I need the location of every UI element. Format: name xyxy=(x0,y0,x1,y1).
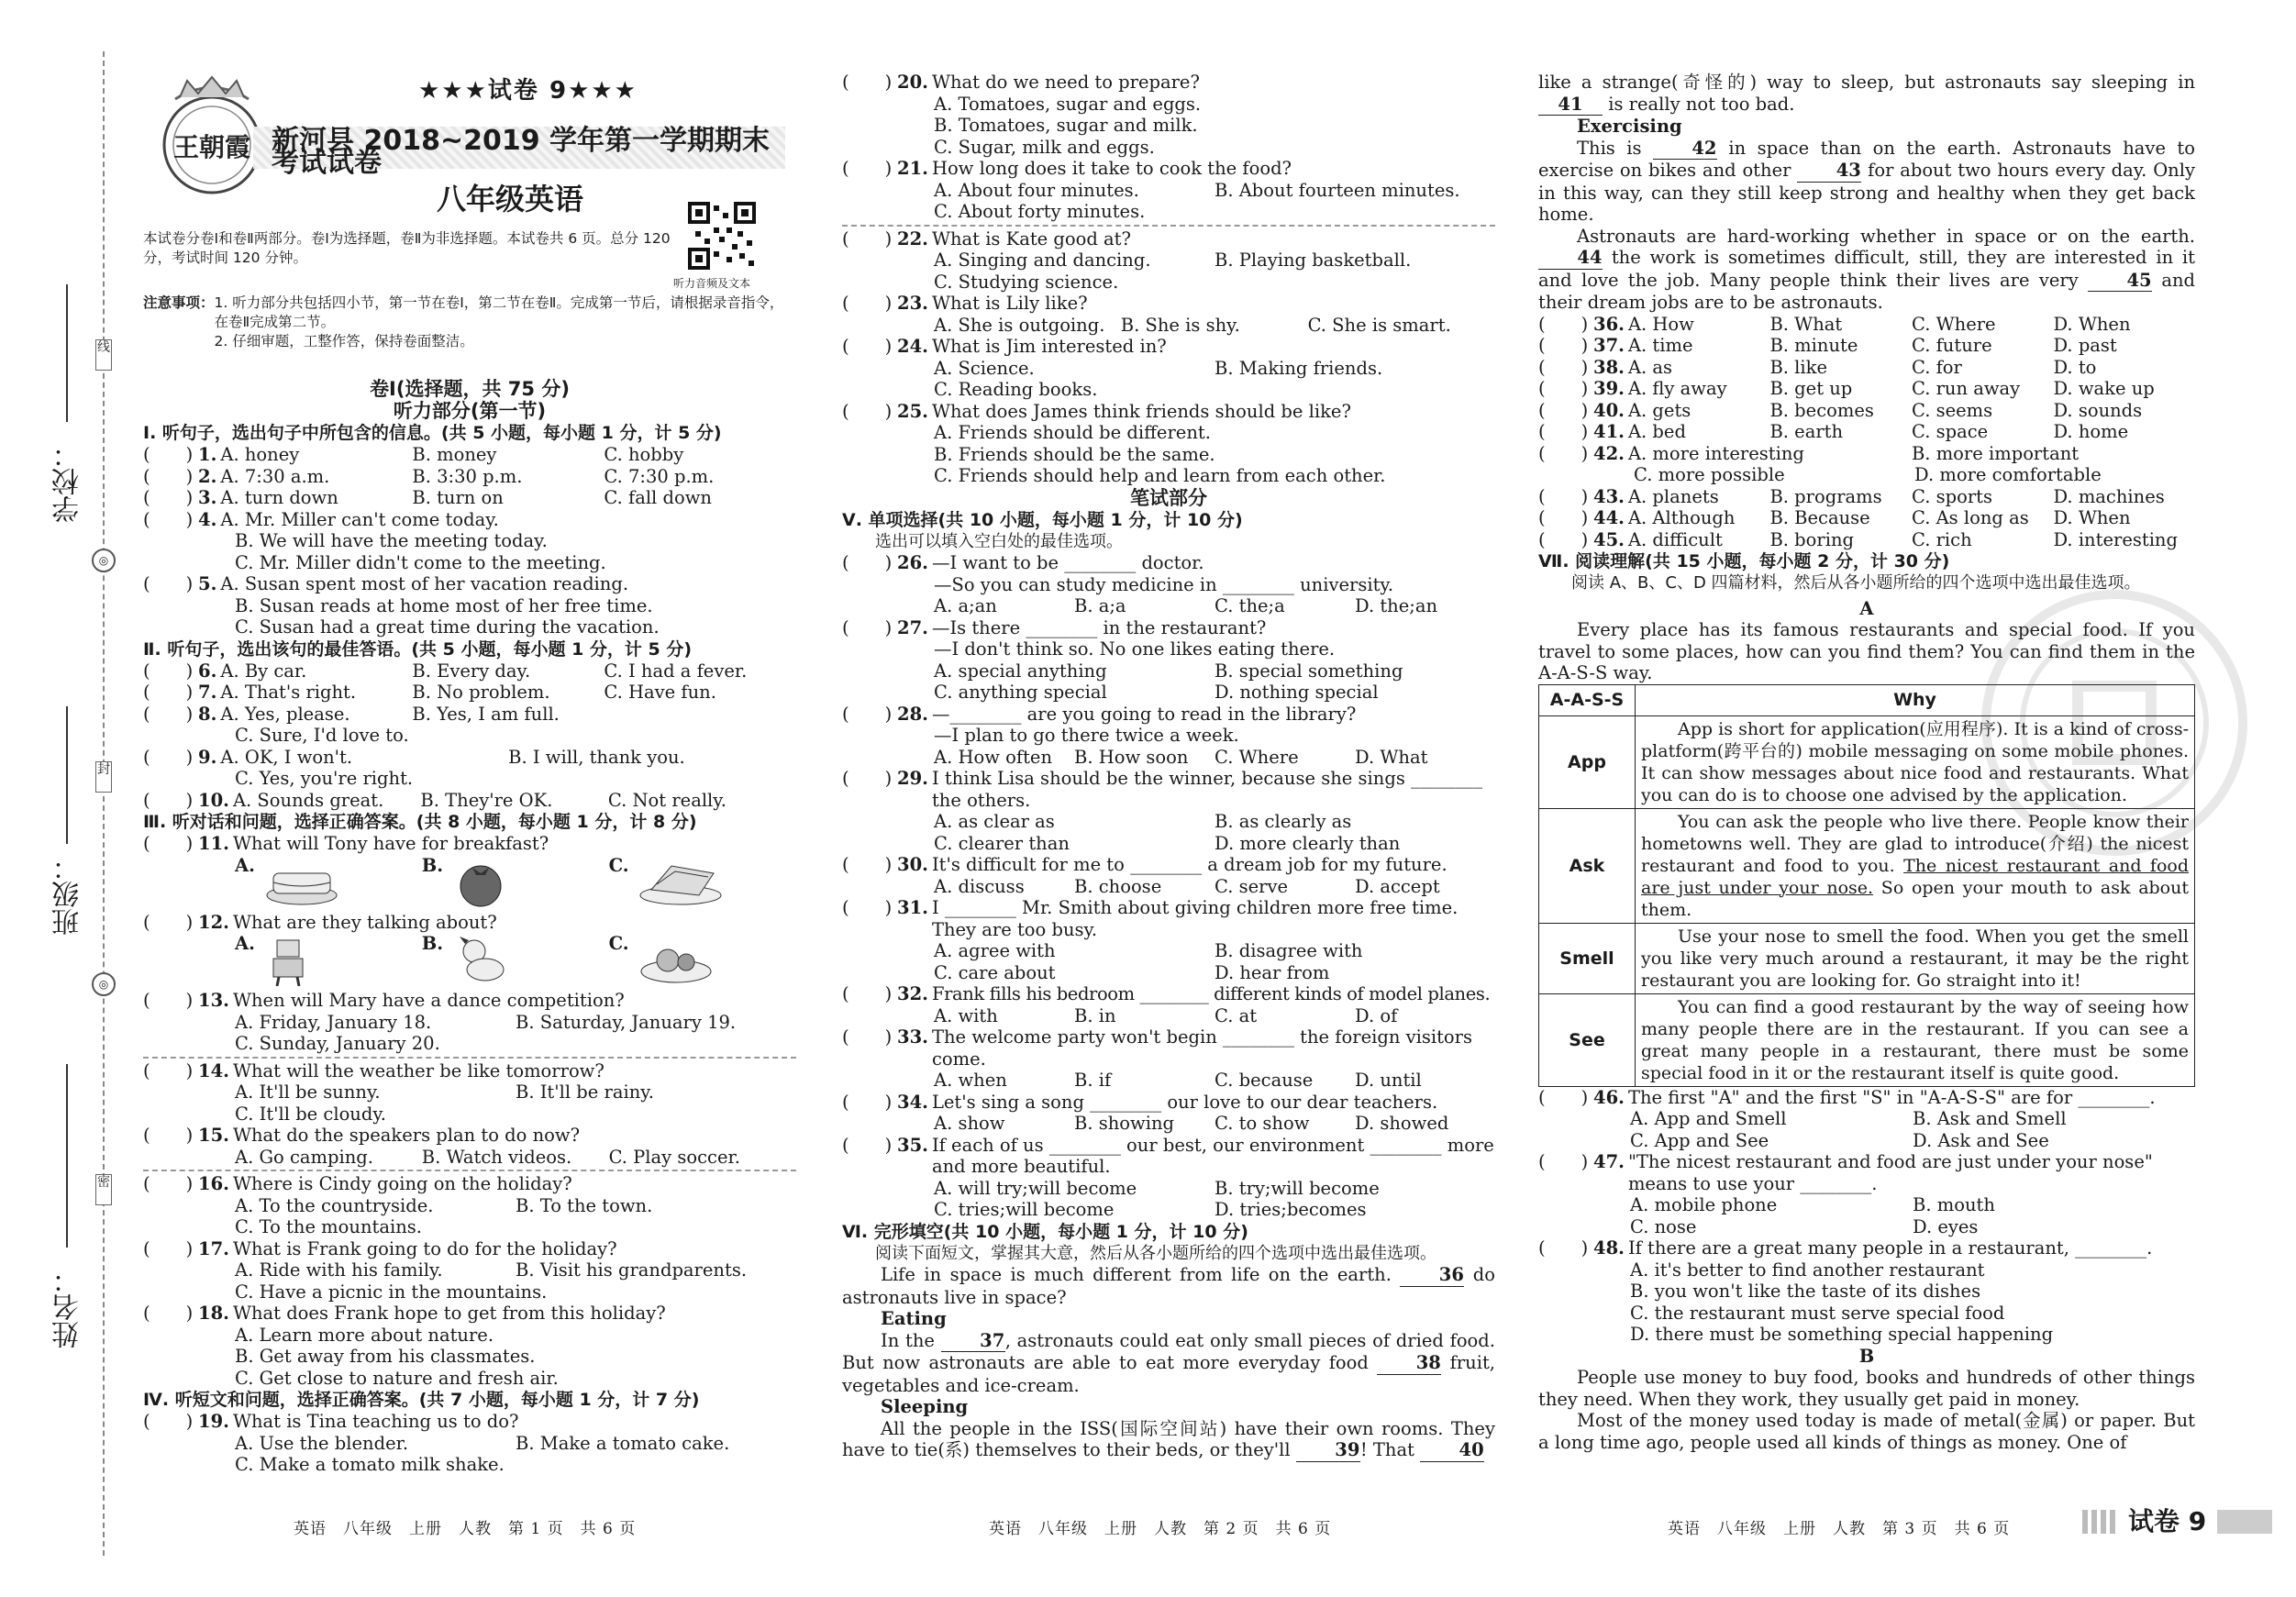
tag-decoration xyxy=(2082,1510,2119,1534)
option[interactable]: A. will try;will become xyxy=(934,1177,1137,1199)
option[interactable]: A. About four minutes. xyxy=(934,179,1139,201)
section-instruction: 选出可以填入空白处的最佳选项。 xyxy=(875,531,1123,551)
cut-line xyxy=(103,51,105,1556)
option[interactable]: D. eyes xyxy=(1913,1215,1979,1237)
question-row[interactable]: ( ) 46. The first "A" and the first "S" in "A-A-S-S" are for ________. xyxy=(1538,1086,2156,1108)
question-row[interactable]: ( ) 10. A. Sounds great. B. They're OK. C. Not really. xyxy=(143,789,727,811)
logo-text: 王朝霞 xyxy=(172,132,251,162)
name-label: 姓名： xyxy=(52,1266,84,1348)
binding-strip xyxy=(0,0,138,1597)
option[interactable]: D. nothing special xyxy=(1215,682,1379,703)
question-row[interactable]: ( ) 39. A. fly away B. get up C. run away D. wake up xyxy=(1538,378,2155,399)
notice-item: 2. 仔细审题，工整作答，保持卷面整洁。 xyxy=(214,333,474,349)
class-field[interactable] xyxy=(66,706,68,844)
option[interactable]: A. Ride with his family. xyxy=(235,1259,443,1281)
question-row[interactable]: ( ) 22. What is Kate good at? xyxy=(842,227,1131,250)
option[interactable]: A. show xyxy=(934,1113,1005,1134)
paper-tag-label: 试卷 9 xyxy=(2128,1506,2207,1537)
option[interactable]: C. because xyxy=(1215,1070,1314,1091)
option[interactable]: B. Saturday, January 19. xyxy=(516,1011,737,1033)
option[interactable]: C. Where xyxy=(1215,746,1299,768)
section-heading: Ⅲ. 听对话和问题，选择正确答案。(共 8 小题，每小题 1 分，计 8 分) xyxy=(143,812,697,832)
option[interactable]: A. She is outgoing. xyxy=(934,314,1105,336)
question-row[interactable]: ( ) 47. "The nicest restaurant and food are just under your nose" means to use your ________. xyxy=(1538,1151,2153,1194)
fold-line xyxy=(143,1057,796,1059)
exam-title: 新河县 2018~2019 学年第一学期期末考试试卷 xyxy=(272,125,771,179)
watermark-seal xyxy=(1977,585,2252,860)
option[interactable]: C. clearer than xyxy=(934,832,1070,854)
option[interactable]: A. discuss xyxy=(934,875,1025,897)
question-row[interactable]: ( ) 7. A. That's right. B. No problem. C. Have fun. xyxy=(143,682,716,703)
option[interactable]: D. tries;becomes xyxy=(1215,1199,1367,1220)
option[interactable]: C. nose xyxy=(1630,1215,1697,1237)
column-1 xyxy=(143,378,796,1476)
option[interactable]: D. showed xyxy=(1355,1113,1449,1134)
option[interactable]: B. Ask and Smell xyxy=(1913,1108,2067,1129)
passage-paragraph: Most of the money used today is made of metal(金属) or paper. But a long time ago, people used all kinds of things as money. One of xyxy=(1538,1410,2195,1453)
robot-icon xyxy=(261,933,316,986)
option[interactable]: B. in xyxy=(1074,1004,1116,1026)
question-row[interactable]: ( ) 28. —________ are you going to read in the library? xyxy=(842,703,1357,725)
option[interactable]: A. with xyxy=(934,1004,998,1026)
section-heading: Ⅶ. 阅读理解(共 15 小题，每小题 2 分，计 30 分) xyxy=(1538,551,1950,571)
subject-title: 八年级英语 xyxy=(437,182,584,216)
question-row[interactable]: ( ) 17. What is Frank going to do for the holiday? xyxy=(143,1237,617,1259)
blank-38[interactable]: 38 xyxy=(1377,1352,1441,1375)
question-row[interactable]: ( ) 14. What will the weather be like tomorrow? xyxy=(143,1059,605,1081)
option[interactable]: C. Friends should help and learn from each other. xyxy=(934,465,1386,486)
option[interactable]: A. Learn more about nature. xyxy=(235,1324,494,1346)
option[interactable]: B. disagree with xyxy=(1215,940,1363,961)
option[interactable]: B. Friends should be the same. xyxy=(934,443,1215,465)
question-row[interactable]: ( ) 41. A. bed B. earth C. space D. home xyxy=(1538,421,2129,442)
question-row[interactable]: ( ) 19. What is Tina teaching us to do? xyxy=(143,1411,519,1432)
food-plate-icon xyxy=(635,933,717,986)
bread-icon xyxy=(635,855,727,908)
question-row[interactable]: ( ) 37. A. time B. minute C. future D. past xyxy=(1538,335,2117,356)
question-row[interactable]: ( ) 23. What is Lily like? xyxy=(842,293,1088,314)
option[interactable]: B. It'll be rainy. xyxy=(516,1081,654,1103)
question-row[interactable]: ( ) 32. Frank fills his bedroom ________ different kinds of model planes. xyxy=(842,983,1491,1004)
page-footer: 英语 八年级 上册 人教 第 3 页 共 6 页 xyxy=(1668,1520,2011,1538)
passage-label: B xyxy=(1858,1345,1875,1367)
picture-options xyxy=(143,855,796,912)
table-row: See You can find a good restaurant by the way of seeing how many people there are in the restaurant. If you can see a great many people in a restaurant, there must be some special food in it or the restaurant itself is quite good. xyxy=(1539,993,2195,1086)
school-label: 学校： xyxy=(52,440,84,523)
option[interactable]: B. About fourteen minutes. xyxy=(1215,179,1460,201)
option[interactable]: D. accept xyxy=(1355,875,1440,897)
question-row[interactable]: ( ) 9. A. OK, I won't. B. I will, thank you. xyxy=(143,746,685,768)
option-b[interactable]: B. xyxy=(422,933,609,990)
notice-block xyxy=(143,294,796,351)
page-footer: 英语 八年级 上册 人教 第 1 页 共 6 页 xyxy=(294,1520,637,1538)
option[interactable]: C. Make a tomato milk shake. xyxy=(235,1454,505,1475)
passage-paragraph: People use money to buy food, books and hundreds of other things they need. When they work, they usually get paid in money. xyxy=(1538,1367,2195,1410)
intro-text: 本试卷分卷Ⅰ和卷Ⅱ两部分。卷Ⅰ为选择题，卷Ⅱ为非选择题。本试卷共 6 页。总分 120 分，考试时间 120 分钟。 xyxy=(143,230,671,266)
option[interactable]: A. Friends should be different. xyxy=(934,422,1211,443)
question-row[interactable]: ( ) 38. A. as B. like C. for D. to xyxy=(1538,356,2097,378)
question-row[interactable]: ( ) 6. A. By car. B. Every day. C. I had a fever. xyxy=(143,660,748,682)
passage-paragraph: In the 37, astronauts could eat only small pieces of dried food. But now astronauts are able to eat more everyday food 38 fruit, vegetables and ice-cream. xyxy=(842,1329,1496,1396)
passage-paragraph: Life in space is much different from life on the earth. 36 do astronauts live in space? xyxy=(842,1264,1495,1308)
option[interactable]: B. Playing basketball. xyxy=(1215,250,1412,271)
question-row[interactable]: ( ) 3. A. turn down B. turn on C. fall down xyxy=(143,487,712,508)
option[interactable]: D. hear from xyxy=(1215,961,1330,983)
option[interactable]: B. How soon xyxy=(1074,746,1189,768)
question-row[interactable]: ( ) 27. —Is there ________ in the restaurant? xyxy=(842,616,1267,638)
option[interactable]: D. Ask and See xyxy=(1913,1129,2049,1151)
table-row: App App is short for application(应用程序). It is a kind of cross-platform(跨平台的) mobile messaging on some mobile phones. It can show messages about nice food and restaurants. What you can do is to choose one advised by the application. xyxy=(1539,715,2195,808)
table-header: Why xyxy=(1636,684,2195,715)
section-heading: Ⅱ. 听句子，选出该句的最佳答语。(共 5 小题，每小题 1 分，计 5 分) xyxy=(143,638,693,660)
qr-caption: 听力音频及文本 xyxy=(673,277,751,290)
option[interactable]: C. Reading books. xyxy=(934,379,1098,400)
question-row[interactable]: ( ) 18. What does Frank hope to get from this holiday? xyxy=(143,1303,666,1324)
section-instruction: 阅读下面短文，掌握其大意，然后从各小题所给的四个选项中选出最佳选项。 xyxy=(875,1243,1436,1263)
option[interactable]: A. mobile phone xyxy=(1630,1194,1778,1215)
question-row[interactable]: ( ) 25. What does James think friends should be like? xyxy=(842,400,1351,422)
paper-tag xyxy=(2082,1506,2272,1537)
option[interactable]: C. To the mountains. xyxy=(235,1216,422,1237)
notice-item: 1. 听力部分共包括四小节，第一节在卷Ⅰ，第二节在卷Ⅱ。完成第一节后，请根据录音指令，在卷Ⅱ完成第二节。 xyxy=(214,294,784,330)
seal-mark: 密 xyxy=(95,1174,112,1205)
qr-code-icon[interactable] xyxy=(686,200,758,272)
option[interactable]: C. Mr. Miller didn't come to the meeting. xyxy=(235,551,606,573)
option[interactable]: A. Use the blender. xyxy=(235,1432,409,1454)
option[interactable]: B. Making friends. xyxy=(1215,357,1383,379)
question-text: —I don't think so. No one likes eating there. xyxy=(934,638,1336,660)
option[interactable]: D. until xyxy=(1355,1070,1422,1091)
column-2 xyxy=(842,72,1495,1462)
question-row[interactable]: ( ) 11. What will Tony have for breakfast? xyxy=(143,833,549,854)
option-c[interactable]: C. xyxy=(609,855,796,912)
question-row[interactable]: ( ) 2. A. 7:30 a.m. B. 3:30 p.m. C. 7:30 p.m. xyxy=(143,465,715,487)
option[interactable]: B. showing xyxy=(1074,1113,1175,1134)
passage-label: A xyxy=(1859,597,1874,619)
passage-subheading: Exercising xyxy=(1577,116,1682,137)
question-row[interactable]: ( ) 12. What are they talking about? xyxy=(143,911,497,933)
section-instruction: 阅读 A、B、C、D 四篇材料，然后从各小题所给的四个选项中选出最佳选项。 xyxy=(1571,573,2141,593)
section-title: 笔试部分 xyxy=(1130,486,1207,509)
question-row[interactable]: ( ) 30. It's difficult for me to ________ a dream job for my future. xyxy=(842,854,1447,875)
name-field[interactable] xyxy=(66,1064,68,1248)
blank-44[interactable]: 44 xyxy=(1538,247,1603,270)
tomato-icon xyxy=(449,855,513,908)
passage-subheading: Eating xyxy=(881,1308,947,1329)
option[interactable]: D. the;an xyxy=(1355,595,1438,616)
blank-41[interactable]: 41 xyxy=(1538,94,1603,116)
option[interactable]: A. Singing and dancing. xyxy=(934,250,1151,271)
option[interactable]: C. the;a xyxy=(1215,595,1285,616)
option[interactable]: C. to show xyxy=(1215,1113,1310,1134)
option[interactable]: B. as clearly as xyxy=(1215,811,1352,832)
option[interactable]: B. mouth xyxy=(1913,1194,1995,1215)
question-row[interactable]: ( ) 5. A. Susan spent most of her vacation reading. xyxy=(143,573,629,594)
option[interactable]: A. special anything xyxy=(934,660,1107,682)
option[interactable]: B. if xyxy=(1074,1070,1112,1091)
option[interactable]: B. She is shy. xyxy=(1120,314,1240,336)
question-row[interactable]: ( ) 33. The welcome party won't begin ________ the foreign visitors come. xyxy=(842,1026,1472,1070)
option[interactable]: A. Science. xyxy=(934,357,1035,379)
table-header: A-A-S-S xyxy=(1539,684,1636,715)
exam-header xyxy=(143,72,796,365)
blank-43[interactable]: 43 xyxy=(1797,160,1861,183)
option[interactable]: B. a;a xyxy=(1074,595,1126,616)
option[interactable]: C. Sure, I'd love to. xyxy=(235,725,409,746)
question-row[interactable]: ( ) 31. I ________ Mr. Smith about giving children more free time. They are too busy. xyxy=(842,897,1459,940)
question-row[interactable]: ( ) 45. A. difficult B. boring C. rich D. interesting xyxy=(1538,528,2178,550)
option[interactable]: A. Tomatoes, sugar and eggs. xyxy=(934,93,1202,115)
option[interactable]: C. more possible xyxy=(1634,464,1785,485)
option[interactable]: C. at xyxy=(1215,1004,1258,1026)
option[interactable]: D. more comfortable xyxy=(1914,464,2102,485)
question-row[interactable]: ( ) 35. If each of us ________ our best, our environment ________ more and more beautiful. xyxy=(842,1134,1494,1177)
option[interactable]: A. a;an xyxy=(934,595,997,616)
question-row[interactable]: ( ) 8. A. Yes, please. B. Yes, I am full. xyxy=(143,703,560,725)
section-heading: Ⅵ. 完形填空(共 10 小题，每小题 1 分，计 10 分) xyxy=(842,1221,1248,1242)
option[interactable]: B. Get away from his classmates. xyxy=(235,1346,536,1367)
passage-paragraph: This is 42 in space than on the earth. Astronauts have to exercise on bikes and other 43 for about two hours every day. Only in this way, can they still keep strong and healthy when they get back home. xyxy=(1538,137,2195,225)
question-row[interactable]: ( ) 42. A. more interesting B. more important xyxy=(1538,442,2080,464)
question-row[interactable]: ( ) 1. A. honey B. money C. hobby xyxy=(143,444,684,465)
option[interactable]: C. Have a picnic in the mountains. xyxy=(235,1281,548,1303)
school-field[interactable] xyxy=(66,284,68,422)
section-heading: Ⅳ. 听短文和问题，选择正确答案。(共 7 小题，每小题 1 分，计 7 分) xyxy=(143,1390,700,1410)
option[interactable]: B. special something xyxy=(1215,660,1403,682)
option[interactable]: A. it's better to find another restaurant xyxy=(1630,1259,1985,1281)
option[interactable]: A. when xyxy=(934,1070,1007,1091)
question-text: —So you can study medicine in ________ university. xyxy=(934,573,1394,595)
option[interactable]: B. Watch videos. xyxy=(421,1146,572,1168)
option[interactable]: B. Tomatoes, sugar and milk. xyxy=(934,115,1198,136)
question-row[interactable]: ( ) 29. I think Lisa should be the winner, because she sings ________ the others. xyxy=(842,768,1483,811)
question-row[interactable]: ( ) 44. A. Although B. Because C. As long as D. When xyxy=(1538,507,2131,528)
option-a[interactable]: A. xyxy=(235,933,422,990)
option[interactable]: B. try;will become xyxy=(1215,1177,1380,1199)
blank-36[interactable]: 36 xyxy=(1400,1264,1464,1287)
option[interactable]: A. How often xyxy=(934,746,1053,768)
option[interactable]: C. Yes, you're right. xyxy=(235,768,414,789)
option[interactable]: D. more clearly than xyxy=(1215,832,1401,854)
volume-title: 卷Ⅰ(选择题，共 75 分) xyxy=(370,378,570,400)
option[interactable]: C. the restaurant must serve special food xyxy=(1630,1302,2005,1324)
question-row[interactable]: ( ) 20. What do we need to prepare? xyxy=(842,72,1200,93)
option[interactable]: C. Studying science. xyxy=(934,271,1119,293)
option[interactable]: A. Go camping. xyxy=(235,1146,373,1168)
option[interactable]: C. tries;will become xyxy=(934,1199,1115,1220)
option[interactable]: C. serve xyxy=(1215,875,1289,897)
option[interactable]: A. App and Smell xyxy=(1630,1108,1787,1129)
blank-37[interactable]: 37 xyxy=(941,1330,1005,1353)
question-row[interactable]: ( ) 21. How long does it take to cook the food? xyxy=(842,158,1292,179)
option[interactable]: A. It'll be sunny. xyxy=(235,1081,381,1103)
blank-45[interactable]: 45 xyxy=(2088,270,2152,293)
option[interactable]: C. Sunday, January 20. xyxy=(235,1033,440,1054)
option[interactable]: D. there must be something special happening xyxy=(1630,1324,2054,1345)
option[interactable]: A. agree with xyxy=(934,940,1056,961)
table-row: Ask You can ask the people who live there. People know their hometowns well. They are glad to introduce(介绍) the nicest restaurant and food to you. The nicest restaurant and food are just under your nose. So open your mouth to ask about them. xyxy=(1539,808,2195,923)
blank-42[interactable]: 42 xyxy=(1653,138,1717,161)
seal-mark: 封 xyxy=(95,761,112,793)
picture-options xyxy=(143,933,796,990)
question-row[interactable]: ( ) 16. Where is Cindy going on the holiday? xyxy=(143,1173,572,1194)
option[interactable]: C. care about xyxy=(934,961,1056,983)
question-row[interactable]: ( ) 36. A. How B. What C. Where D. When xyxy=(1538,313,2131,335)
option[interactable]: B. choose xyxy=(1074,875,1162,897)
seal-mark: 线 xyxy=(95,339,112,371)
question-row[interactable]: ( ) 26. —I want to be ________ doctor. xyxy=(842,552,1204,573)
passage-paragraph: All the people in the ISS(国际空间站) have their own rooms. They have to tie(系) themselves to their beds, or they'll 39! That 40 xyxy=(842,1417,1495,1460)
passage-subheading: Sleeping xyxy=(881,1396,969,1417)
option[interactable]: C. App and See xyxy=(1630,1129,1769,1151)
question-row[interactable]: ( ) 4. A. Mr. Miller can't come today. xyxy=(143,508,499,530)
dog-icon xyxy=(449,933,513,986)
class-label: 班级： xyxy=(52,853,84,936)
section-heading: Ⅴ. 单项选择(共 10 小题，每小题 1 分，计 10 分) xyxy=(842,509,1243,530)
option[interactable]: B. Visit his grandparents. xyxy=(516,1259,748,1281)
passage-paragraph: like a strange(奇怪的) way to sleep, but astronauts say sleeping in 41 is really not too bad. xyxy=(1538,72,2195,115)
option[interactable]: A. as clear as xyxy=(934,811,1055,832)
question-row[interactable]: ( ) 15. What do the speakers plan to do now? xyxy=(143,1125,581,1146)
option[interactable]: B. Make a tomato cake. xyxy=(516,1432,730,1454)
option[interactable]: D. What xyxy=(1355,746,1428,768)
section-title: 听力部分(第一节) xyxy=(393,400,547,422)
sandwich-icon xyxy=(261,855,343,908)
question-row[interactable]: ( ) 13. When will Mary have a dance competition? xyxy=(143,990,625,1011)
option-a[interactable]: A. xyxy=(235,855,422,912)
option[interactable]: C. She is smart. xyxy=(1307,314,1451,336)
option[interactable]: B. We will have the meeting today. xyxy=(235,530,548,551)
question-row[interactable]: ( ) 34. Let's sing a song ________ our love to our dear teachers. xyxy=(842,1091,1438,1113)
option[interactable]: A. To the countryside. xyxy=(235,1194,434,1216)
option[interactable]: C. Play soccer. xyxy=(608,1146,740,1168)
option[interactable]: C. Susan had a great time during the vacation. xyxy=(235,616,660,638)
option[interactable]: C. It'll be cloudy. xyxy=(235,1103,386,1125)
section-heading: Ⅰ. 听句子，选出句子中所包含的信息。(共 5 小题，每小题 1 分，计 5 分) xyxy=(143,423,722,443)
option-c[interactable]: C. xyxy=(609,933,796,990)
option[interactable]: C. anything special xyxy=(934,682,1107,703)
option[interactable]: C. About forty minutes. xyxy=(934,201,1146,222)
ring-icon: ◎ xyxy=(92,972,116,996)
table-row: Smell Use your nose to smell the food. When you get the smell you like very much around a restaurant, it may be the right restaurant you are looking for. Go straight into it! xyxy=(1539,923,2195,993)
option[interactable]: C. Get close to nature and fresh air. xyxy=(235,1367,559,1389)
ring-icon: ◎ xyxy=(92,549,116,572)
option[interactable]: B. To the town. xyxy=(516,1194,653,1216)
option[interactable]: B. you won't like the taste of its dishes xyxy=(1630,1281,1981,1302)
question-row[interactable]: ( ) 24. What is Jim interested in? xyxy=(842,336,1167,357)
page-footer: 英语 八年级 上册 人教 第 2 页 共 6 页 xyxy=(989,1520,1332,1538)
question-text: —I plan to go there twice a week. xyxy=(934,725,1239,746)
fold-line xyxy=(143,1170,796,1171)
question-row[interactable]: ( ) 43. A. planets B. programs C. sports D. machines xyxy=(1538,485,2165,507)
question-row[interactable]: ( ) 40. A. gets B. becomes C. seems D. sounds xyxy=(1538,399,2143,421)
passage-paragraph: Every place has its famous restaurants and special food. If you travel to some places, how can you find them? You can find them in the A-A-S-S way. xyxy=(1538,619,2195,683)
option[interactable]: B. Susan reads at home most of her free time. xyxy=(235,594,653,616)
tag-bar xyxy=(2217,1510,2272,1534)
blank-40[interactable]: 40 xyxy=(1420,1439,1484,1462)
blank-39[interactable]: 39 xyxy=(1296,1439,1360,1462)
option[interactable]: C. Sugar, milk and eggs. xyxy=(934,136,1155,158)
paper-number: ★★★试卷 9★★★ xyxy=(418,77,638,105)
option-b[interactable]: B. xyxy=(422,855,609,912)
column-3 xyxy=(1538,72,2195,1453)
question-row[interactable]: ( ) 48. If there are a great many people in a restaurant, ________. xyxy=(1538,1237,2153,1259)
passage-paragraph: Astronauts are hard-working whether in space or on the earth. 44 the work is sometimes difficult, still, they are interested in it and love the job. Many people think their lives are very 45 and their dream jobs are to be astronauts. xyxy=(1538,225,2196,313)
fold-line xyxy=(842,225,1495,227)
option[interactable]: D. of xyxy=(1355,1004,1398,1026)
option[interactable]: A. Friday, January 18. xyxy=(235,1011,432,1033)
notice-label: 注意事项： xyxy=(143,294,215,311)
